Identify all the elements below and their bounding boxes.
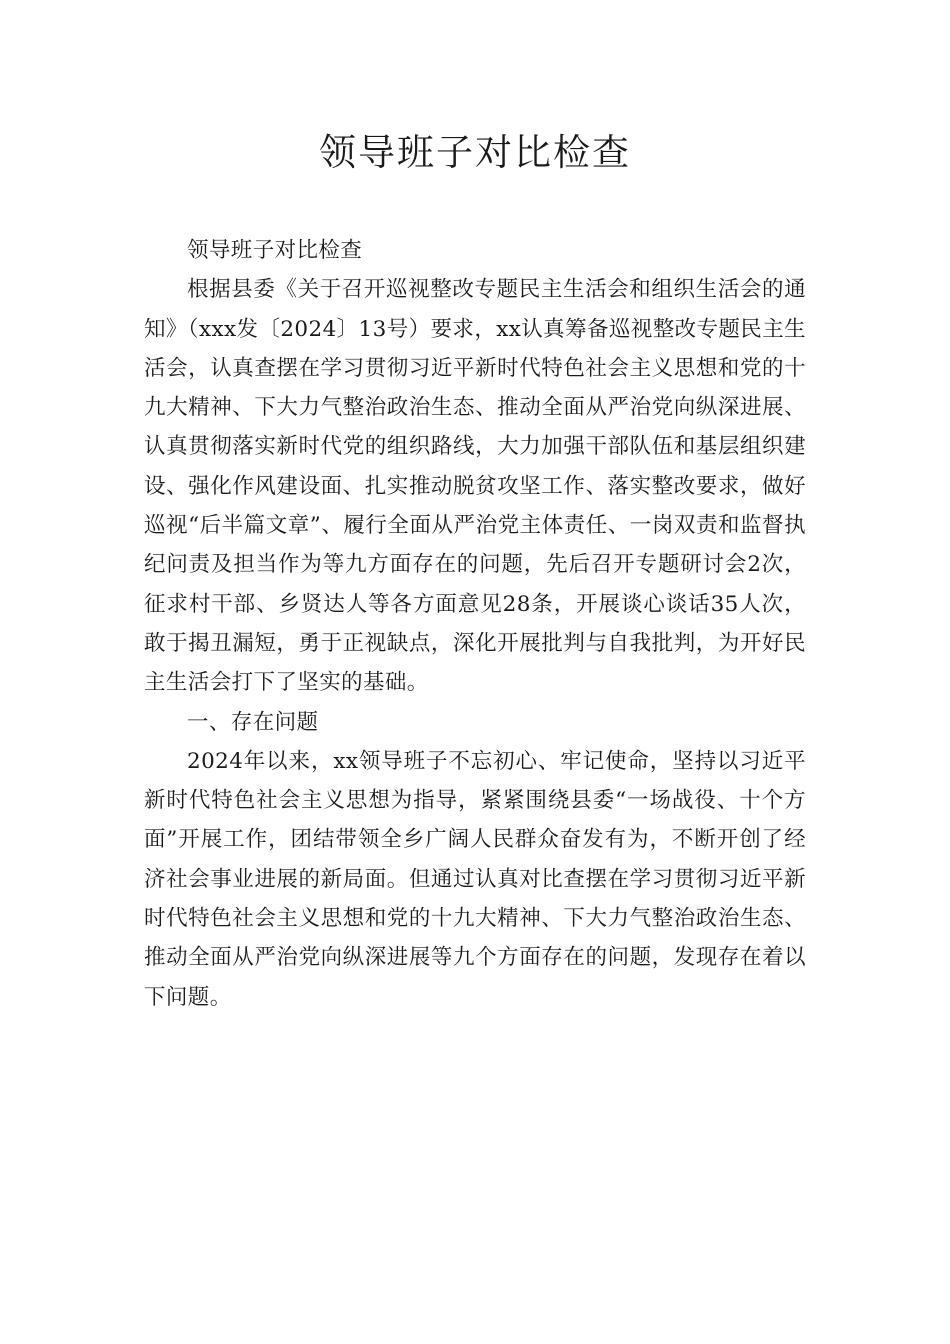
paragraph-problems: 2024年以来，xx领导班子不忘初心、牢记使命，坚持以习近平新时代特色社会主义思想为指导，紧紧围绕县委“一场战役、十个方面”开展工作，团结带领全乡广阔人民群众奋发有为，不断开创了经济社会事业进展的新局面。但通过认真对比查摆在学习贯彻习近平新时代特色社会主义思想和党的十九大精神、下大力气整治政治生态、推动全面从严治党向纵深进展等九个方面存在的问题，发现存在着以下问题。 [144, 748, 806, 1010]
document-title: 领导班子对比检查 [319, 131, 631, 174]
paragraph-intro: 根据县委《关于召开巡视整改专题民主生活会和组织生活会的通知》（xxx发〔2024〕13号）要求，xx认真筹备巡视整改专题民主生活会，认真查摆在学习贯彻习近平新时代特色社会主义思想和党的十九大精神、下大力气整治政治生态、推动全面从严治党向纵深进展、认真贯彻落实新时代党的组织路线，大力加强干部队伍和基层组织建设、强化作风建设面、扎实推动脱贫攻坚工作、落实整改要求，做好巡视“后半篇文章”、履行全面从严治党主体责任、一岗双责和监督执纪问责及担当作为等九方面存在的问题，先后召开专题研讨会2次，征求村干部、乡贤达人等各方面意见28条，开展谈心谈话35人次，敢于揭丑漏短，勇于正视缺点，深化开展批判与自我批判，为开好民主生活会打下了坚实的基础。 [144, 277, 806, 696]
paragraph-subtitle: 领导班子对比检查 [187, 238, 363, 263]
section-heading-problems: 一、存在问题 [187, 709, 319, 735]
document-body [144, 231, 806, 1017]
